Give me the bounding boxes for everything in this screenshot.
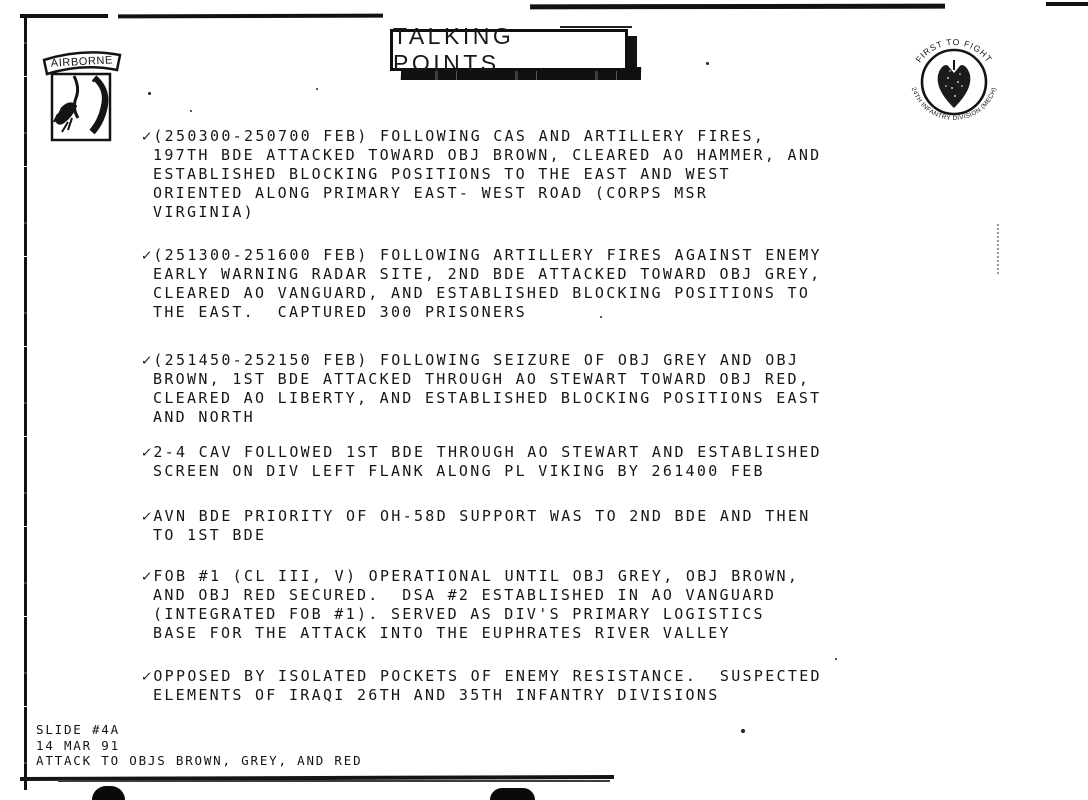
talking-point-text: AND OBJ RED SECURED. DSA #2 ESTABLISHED IN AO VANGUARD [153,586,777,604]
talking-point [142,567,922,643]
slide-footer [36,722,362,769]
talking-point-text: (INTEGRATED FOB #1). SERVED AS DIV'S PRIMARY LOGISTICS [153,605,765,623]
talking-point-text: TO 1ST BDE [153,526,267,544]
talking-points-list [142,120,922,705]
hole-punch-mark [490,788,535,800]
talking-point-text: BROWN, 1ST BDE ATTACKED THROUGH AO STEWART TOWARD OBJ RED, [153,370,811,388]
slide-subject: ATTACK TO OBJS BROWN, GREY, AND RED [36,753,363,768]
scan-speck [741,729,745,733]
checkmark-icon: ✓ [140,351,155,369]
talking-point-text: AVN BDE PRIORITY OF OH-58D SUPPORT WAS TO 2ND BDE AND THEN [153,507,811,525]
talking-point-text: ORIENTED ALONG PRIMARY EAST- WEST ROAD (CORPS MSR [153,184,709,202]
taro-leaf-icon [938,65,971,108]
talking-point-text: (251300-251600 FEB) FOLLOWING ARTILLERY FIRES AGAINST ENEMY [153,246,822,264]
checkmark-icon: ✓ [140,567,155,585]
checkmark-icon: ✓ [140,507,155,525]
checkmark-icon: ✓ [140,127,155,145]
scan-speck [316,88,318,90]
checkmark-icon: ✓ [140,246,155,264]
scan-artifact [997,224,999,274]
top-border-segment [530,4,945,10]
talking-point-text: (250300-250700 FEB) FOLLOWING CAS AND ARTILLERY FIRES, [153,127,766,145]
24th-infantry-division-seal-icon [898,26,1008,134]
talking-point [142,667,922,705]
talking-point-text: BASE FOR THE ATTACK INTO THE EUPHRATES RIVER VALLEY [153,624,731,642]
talking-point [142,351,922,427]
talking-point-text: VIRGINIA) [153,203,255,221]
talking-point-text: CLEARED AO LIBERTY, AND ESTABLISHED BLOCKING POSITIONS EAST [153,389,822,407]
checkmark-icon: ✓ [140,443,155,461]
hole-punch-mark [92,786,125,800]
talking-point-text: OPPOSED BY ISOLATED POCKETS OF ENEMY RESISTANCE. SUSPECTED [153,667,822,685]
page-title [390,23,628,76]
checkmark-icon: ✓ [140,667,155,685]
seal-bottom-label: 24TH INFANTRY DIVISION (MECH) [909,86,999,123]
scan-speck [148,92,151,95]
talking-point-text: EARLY WARNING RADAR SITE, 2ND BDE ATTACKED TOWARD OBJ GREY, [153,265,822,283]
airborne-corps-patch-icon [38,42,126,146]
talking-point-text: (251450-252150 FEB) FOLLOWING SEIZURE OF OBJ GREY AND OBJ [153,351,800,369]
talking-point [142,246,922,322]
talking-point-text: 197TH BDE ATTACKED TOWARD OBJ BROWN, CLEARED AO HAMMER, AND [153,146,822,164]
talking-point-text: CLEARED AO VANGUARD, AND ESTABLISHED BLOCKING POSITIONS TO [153,284,811,302]
talking-point-text: FOB #1 (CL III, V) OPERATIONAL UNTIL OBJ GREY, OBJ BROWN, [153,567,800,585]
talking-point [142,443,922,481]
talking-point-text: ESTABLISHED BLOCKING POSITIONS TO THE EAST AND WEST [153,165,731,183]
top-border-segment [1046,2,1088,6]
slide-date: 14 MAR 91 [36,737,120,753]
seal-top-motto: FIRST TO FIGHT [913,36,995,65]
talking-point-text: 2-4 CAV FOLLOWED 1ST BDE THROUGH AO STEWART AND ESTABLISHED [153,443,822,461]
airborne-tab-label: AIRBORNE [50,54,114,70]
bottom-border-line [58,780,610,782]
top-border-segment [118,14,383,19]
talking-point-text: THE EAST. CAPTURED 300 PRISONERS [153,303,527,321]
talking-point-text: ELEMENTS OF IRAQI 26TH AND 35TH INFANTRY DIVISIONS [153,686,720,704]
scan-speck [706,62,709,65]
talking-point [142,507,922,545]
left-border-line [24,16,27,790]
scan-speck [190,110,192,112]
talking-point-text: SCREEN ON DIV LEFT FLANK ALONG PL VIKING BY 261400 FEB [153,462,765,480]
page-title-text: TALKING POINTS [393,23,515,76]
top-border-segment [20,14,108,18]
slide-number: SLIDE #4A [36,722,120,737]
talking-point [142,127,922,222]
talking-point-text: AND NORTH [153,408,255,426]
